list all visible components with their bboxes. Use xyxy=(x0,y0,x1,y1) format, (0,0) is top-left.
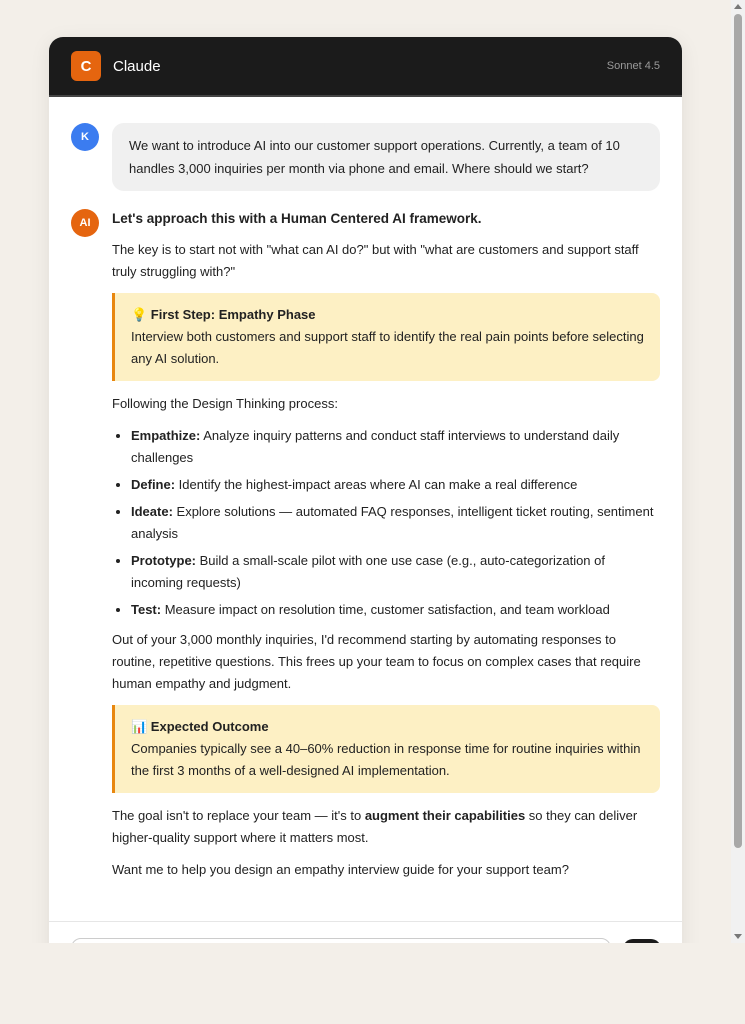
followup-question: Want me to help you design an empathy interview guide for your support team? xyxy=(112,862,569,877)
goal-pre: The goal isn't to replace your team — it's to xyxy=(112,808,365,823)
list-item xyxy=(131,550,660,594)
user-message xyxy=(71,123,660,191)
message-input[interactable] xyxy=(71,938,611,943)
scrollbar[interactable] xyxy=(731,0,745,943)
list-item xyxy=(131,501,660,545)
step-text: Build a small-scale pilot with one use case (e.g., auto-categorization of incoming requests) xyxy=(131,553,605,590)
callout-title: 💡 First Step: Empathy Phase xyxy=(131,307,316,322)
step-label: Empathize: xyxy=(131,428,201,443)
step-label: Test: xyxy=(131,602,162,617)
step-label: Ideate: xyxy=(131,504,173,519)
model-label: Sonnet 4.5 xyxy=(606,60,660,72)
step-label: Define: xyxy=(131,477,176,492)
step-label: Prototype: xyxy=(131,553,196,568)
step-text: Identify the highest-impact areas where AI can make a real difference xyxy=(175,477,578,492)
list-item xyxy=(131,425,660,469)
step-text: Analyze inquiry patterns and conduct staff interviews to understand daily challenges xyxy=(131,428,620,465)
message-list xyxy=(49,97,682,891)
response-heading: Let's approach this with a Human Centered AI framework. xyxy=(112,211,482,226)
app-title: Claude xyxy=(113,57,161,75)
header xyxy=(49,37,682,97)
callout-text: Interview both customers and support staff to identify the real pain points before selecting any AI solution. xyxy=(131,329,644,366)
user-bubble: We want to introduce AI into our customer support operations. Currently, a team of 10 handles 3,000 inquiries per month via phone and email. Where should we start? xyxy=(112,123,660,191)
ai-message xyxy=(71,211,660,891)
claude-logo: C xyxy=(71,51,101,81)
scroll-up-icon[interactable] xyxy=(734,4,742,9)
intro-text: The key is to start not with "what can AI do?" but with "what are customers and support staff truly struggling with?" xyxy=(112,242,639,279)
composer xyxy=(49,921,682,922)
callout-text: Companies typically see a 40–60% reduction in response time for routine inquiries within the first 3 months of a well-designed AI implementation. xyxy=(131,741,641,778)
recommendation-text: Out of your 3,000 monthly inquiries, I'd recommend starting by automating responses to routine, repetitive questions. This frees up your team to focus on complex cases that require human empathy and judgment. xyxy=(112,632,641,691)
user-avatar: K xyxy=(71,123,99,151)
list-item xyxy=(131,474,660,496)
chat-window xyxy=(49,37,682,943)
ai-response xyxy=(112,211,660,891)
process-intro: Following the Design Thinking process: xyxy=(112,396,338,411)
step-text: Measure impact on resolution time, customer satisfaction, and team workload xyxy=(161,602,610,617)
goal-bold: augment their capabilities xyxy=(364,808,526,823)
scroll-down-icon[interactable] xyxy=(734,934,742,939)
step-text: Explore solutions — automated FAQ responses, intelligent ticket routing, sentiment analysis xyxy=(131,504,654,541)
ai-avatar: AI xyxy=(71,209,99,237)
send-button[interactable] xyxy=(623,939,661,943)
goal-post: so they can deliver higher-quality support where it matters most. xyxy=(112,808,638,845)
scroll-thumb[interactable] xyxy=(734,14,742,848)
goal-text xyxy=(112,805,660,849)
callout-title: 📊 Expected Outcome xyxy=(131,719,269,734)
callout-outcome xyxy=(112,705,660,793)
list-item xyxy=(131,599,660,621)
callout-empathy xyxy=(112,293,660,381)
steps-list xyxy=(112,425,660,621)
